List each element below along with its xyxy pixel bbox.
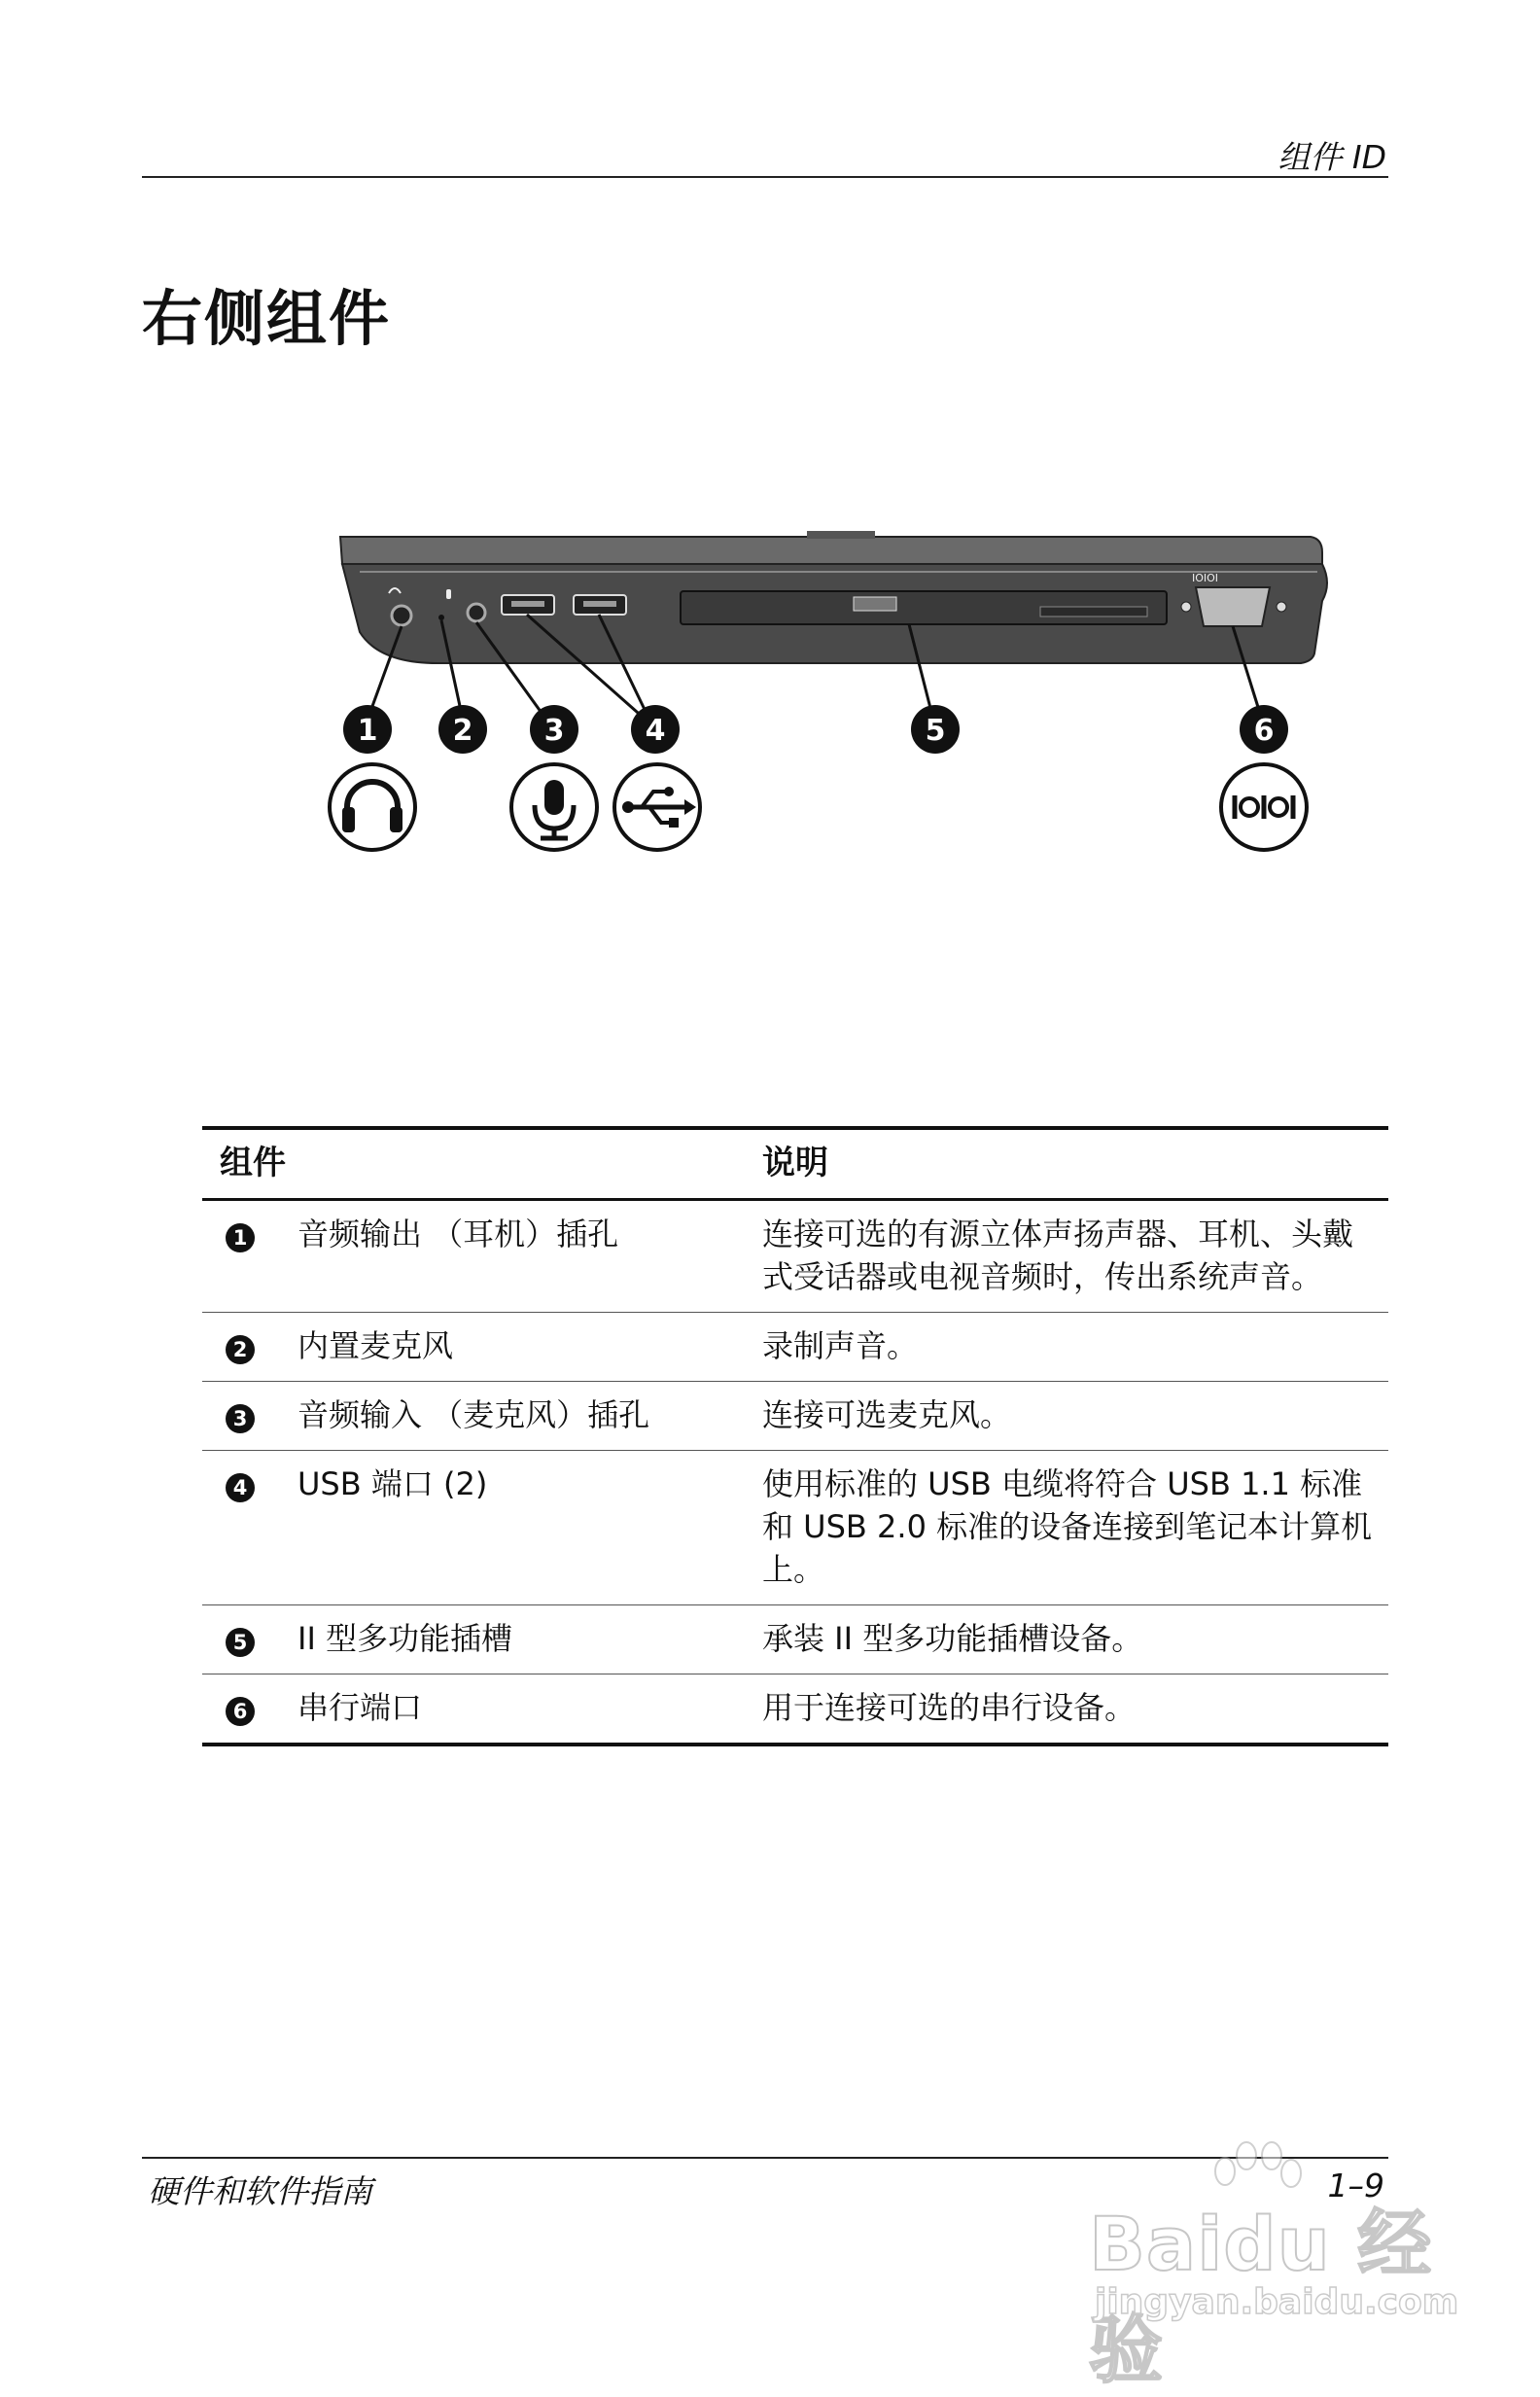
callout-3-number: 3 [543,714,565,748]
serial-port-label: IOIOI [1192,572,1219,584]
lid-latch [807,531,875,539]
headphone-icon [330,764,415,850]
laptop-right-side-figure [321,525,1351,875]
callout-2-number: 2 [452,714,473,748]
row-description: 用于连接可选的串行设备。 [762,1674,1388,1745]
callout-1-number: 1 [357,714,378,748]
row-number: 6 [226,1697,255,1726]
header-description: 说明 [762,1128,1388,1200]
header-rule [142,176,1388,178]
table-row [202,1605,1388,1674]
microphone-icon [511,764,597,850]
serial-port-icon [1221,764,1307,850]
row-number: 2 [226,1335,255,1364]
internal-microphone [438,615,444,620]
component-table [202,1126,1388,1746]
footer-book-title: 硬件和软件指南 [148,2172,372,2210]
table-row [202,1313,1388,1382]
callout-5-number: 5 [925,714,946,748]
row-number: 1 [226,1223,255,1252]
row-number: 5 [226,1628,255,1657]
usb-icon [614,764,700,850]
headphone-jack [392,606,411,625]
row-component: 内置麦克风 [298,1313,762,1382]
row-description: 承装 II 型多功能插槽设备。 [762,1605,1388,1674]
row-component: 音频输出 （耳机）插孔 [298,1200,762,1313]
serial-screw-left [1181,602,1191,612]
row-component: 串行端口 [298,1674,762,1745]
callout-6 [1240,705,1288,754]
footer-page-number: 1–9 [1327,2167,1384,2204]
table-row [202,1674,1388,1745]
table-row [202,1382,1388,1451]
serial-screw-right [1277,602,1286,612]
running-header: 组件 ID [1278,138,1386,176]
row-component: 音频输入 （麦克风）插孔 [298,1382,762,1451]
callout-5 [911,705,960,754]
laptop-lid [340,537,1322,564]
footer-rule [142,2157,1388,2159]
pc-card-eject-button [854,597,896,611]
page-title: 右侧组件 [142,283,392,354]
table-row [202,1200,1388,1313]
usb-port-1-tongue [511,601,544,607]
row-description: 使用标准的 USB 电缆将符合 USB 1.1 标准和 USB 2.0 标准的设备连接到笔记本计算机上。 [762,1451,1388,1605]
table-header-row [202,1128,1388,1200]
mic-jack [468,604,485,621]
usb-port-2-tongue [583,601,616,607]
laptop-illustration [321,525,1351,875]
watermark-url: jingyan.baidu.com [1095,2282,1459,2322]
pc-card-slot-tab [1040,607,1147,617]
callout-3 [530,705,578,754]
callout-6-number: 6 [1253,714,1275,748]
microphone-mark-icon [446,589,451,599]
row-description: 录制声音。 [762,1313,1388,1382]
row-number: 3 [226,1404,255,1433]
row-number: 4 [226,1473,255,1502]
row-description: 连接可选的有源立体声扬声器、耳机、头戴式受话器或电视音频时，传出系统声音。 [762,1200,1388,1313]
table-row [202,1451,1388,1605]
watermark-brand: Baidu 经验 [1089,2201,1433,2393]
callout-2 [438,705,487,754]
serial-port [1196,587,1270,626]
header-component: 组件 [202,1128,762,1200]
row-description: 连接可选麦克风。 [762,1382,1388,1451]
callout-4-number: 4 [645,714,666,748]
row-component: USB 端口 (2) [298,1451,762,1605]
callout-1 [343,705,392,754]
callout-4 [631,705,680,754]
row-component: II 型多功能插槽 [298,1605,762,1674]
